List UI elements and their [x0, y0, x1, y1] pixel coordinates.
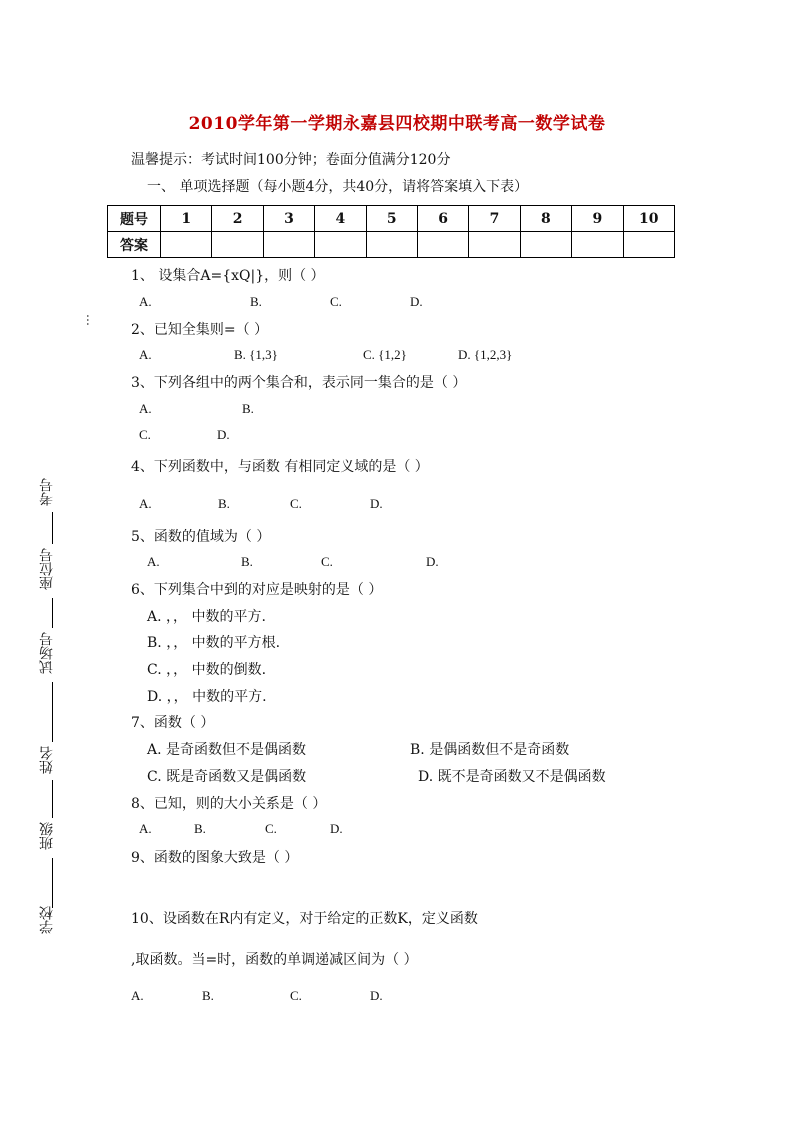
- question-5: 5、函数的值域为（ ）: [131, 529, 271, 545]
- q7-option-d: D. 既不是奇函数又不是偶函数: [418, 769, 606, 785]
- exam-number-label: 考号: [39, 478, 55, 506]
- answer-cell[interactable]: [469, 232, 520, 258]
- q6-option-b: B. ，， 中数的平方根.: [147, 635, 281, 651]
- q6-option-d: D. ，， 中数的平方.: [147, 689, 267, 705]
- table-number-cell: 3: [263, 206, 314, 232]
- table-number-cell: 9: [572, 206, 623, 232]
- q5-option-b: B.: [241, 554, 253, 569]
- q10-option-c: C.: [290, 988, 302, 1003]
- answer-cell[interactable]: [572, 232, 623, 258]
- q5-option-c: C.: [321, 554, 333, 569]
- q8-option-d: D.: [330, 821, 343, 836]
- exam-room-label: 试场号: [39, 632, 55, 674]
- table-number-cell: 8: [520, 206, 571, 232]
- q3-option-c: C.: [139, 427, 151, 442]
- answer-table: [107, 205, 675, 258]
- question-1: 1、 设集合A={xQ|}，则（ ）: [131, 268, 325, 284]
- question-10-continued: ,取函数。当=时，函数的单调递减区间为（ ）: [131, 952, 418, 968]
- q2-option-c: C. {1,2}: [363, 347, 407, 362]
- question-3: 3、下列各组中的两个集合和，表示同一集合的是（ ）: [131, 375, 467, 391]
- answer-cell[interactable]: [212, 232, 263, 258]
- q5-option-d: D.: [426, 554, 439, 569]
- q4-option-b: B.: [218, 496, 230, 511]
- q7-option-a: A. 是奇函数但不是偶函数: [147, 742, 307, 758]
- table-row-numbers: [108, 206, 675, 232]
- table-number-cell: 6: [417, 206, 468, 232]
- table-number-cell: 2: [212, 206, 263, 232]
- exam-title: 2010学年第一学期永嘉县四校期中联考高一数学试卷: [188, 114, 606, 134]
- q2-option-d: D. {1,2,3}: [458, 347, 513, 362]
- binding-line: [52, 512, 53, 544]
- school-label: 学校: [39, 906, 55, 934]
- q1-option-b: B.: [250, 294, 262, 309]
- q7-option-b: B. 是偶函数但不是奇函数: [410, 742, 570, 758]
- seat-number-label: 座位号: [39, 548, 55, 590]
- table-answer-label: 答案: [108, 232, 161, 258]
- q3-option-d: D.: [217, 427, 230, 442]
- q8-option-c: C.: [265, 821, 277, 836]
- q4-option-c: C.: [290, 496, 302, 511]
- q10-option-d: D.: [370, 988, 383, 1003]
- binding-line: [52, 682, 53, 742]
- question-4: 4、下列函数中，与函数 有相同定义域的是（ ）: [131, 459, 429, 475]
- binding-line: [52, 780, 53, 818]
- table-number-cell: 5: [366, 206, 417, 232]
- table-number-cell: 7: [469, 206, 520, 232]
- binding-line: [52, 598, 53, 628]
- table-number-cell: 10: [623, 206, 674, 232]
- exam-tip: 温馨提示：考试时间100分钟；卷面分值满分120分: [131, 152, 451, 168]
- name-label: 姓名: [39, 746, 55, 774]
- q7-option-c: C. 既是奇函数又是偶函数: [147, 769, 307, 785]
- question-10: 10、设函数在R内有定义，对于给定的正数K，定义函数: [131, 911, 478, 927]
- q8-option-a: A.: [139, 821, 152, 836]
- answer-cell[interactable]: [623, 232, 674, 258]
- class-label: 班级: [39, 822, 55, 850]
- binding-dots: …: [84, 314, 98, 326]
- q1-option-c: C.: [330, 294, 342, 309]
- q2-option-b: B. {1,3}: [234, 347, 278, 362]
- binding-line: [52, 858, 53, 908]
- q10-option-b: B.: [202, 988, 214, 1003]
- q6-option-c: C. ，， 中数的倒数.: [147, 662, 267, 678]
- section-heading: 一、 单项选择题（每小题4分，共40分，请将答案填入下表）: [147, 179, 529, 195]
- q4-option-d: D.: [370, 496, 383, 511]
- table-number-cell: 4: [315, 206, 366, 232]
- table-number-cell: 1: [161, 206, 212, 232]
- q3-option-b: B.: [242, 401, 254, 416]
- q1-option-a: A.: [139, 294, 152, 309]
- q8-option-b: B.: [194, 821, 206, 836]
- answer-cell[interactable]: [315, 232, 366, 258]
- table-header-label: 题号: [108, 206, 161, 232]
- answer-cell[interactable]: [417, 232, 468, 258]
- question-2: 2、已知全集则=（ ）: [131, 322, 269, 338]
- q2-option-a: A.: [139, 347, 152, 362]
- question-6: 6、下列集合中到的对应是映射的是（ ）: [131, 582, 383, 598]
- answer-cell[interactable]: [263, 232, 314, 258]
- question-8: 8、已知，则的大小关系是（ ）: [131, 796, 327, 812]
- answer-cell[interactable]: [520, 232, 571, 258]
- q5-option-a: A.: [147, 554, 160, 569]
- q10-option-a: A.: [131, 988, 144, 1003]
- q3-option-a: A.: [139, 401, 152, 416]
- answer-cell[interactable]: [366, 232, 417, 258]
- q1-option-d: D.: [410, 294, 423, 309]
- table-row-answers: [108, 232, 675, 258]
- answer-cell[interactable]: [161, 232, 212, 258]
- question-9: 9、函数的图象大致是（ ）: [131, 850, 299, 866]
- q4-option-a: A.: [139, 496, 152, 511]
- q6-option-a: A. ，， 中数的平方.: [147, 609, 266, 625]
- question-7: 7、函数（ ）: [131, 715, 215, 731]
